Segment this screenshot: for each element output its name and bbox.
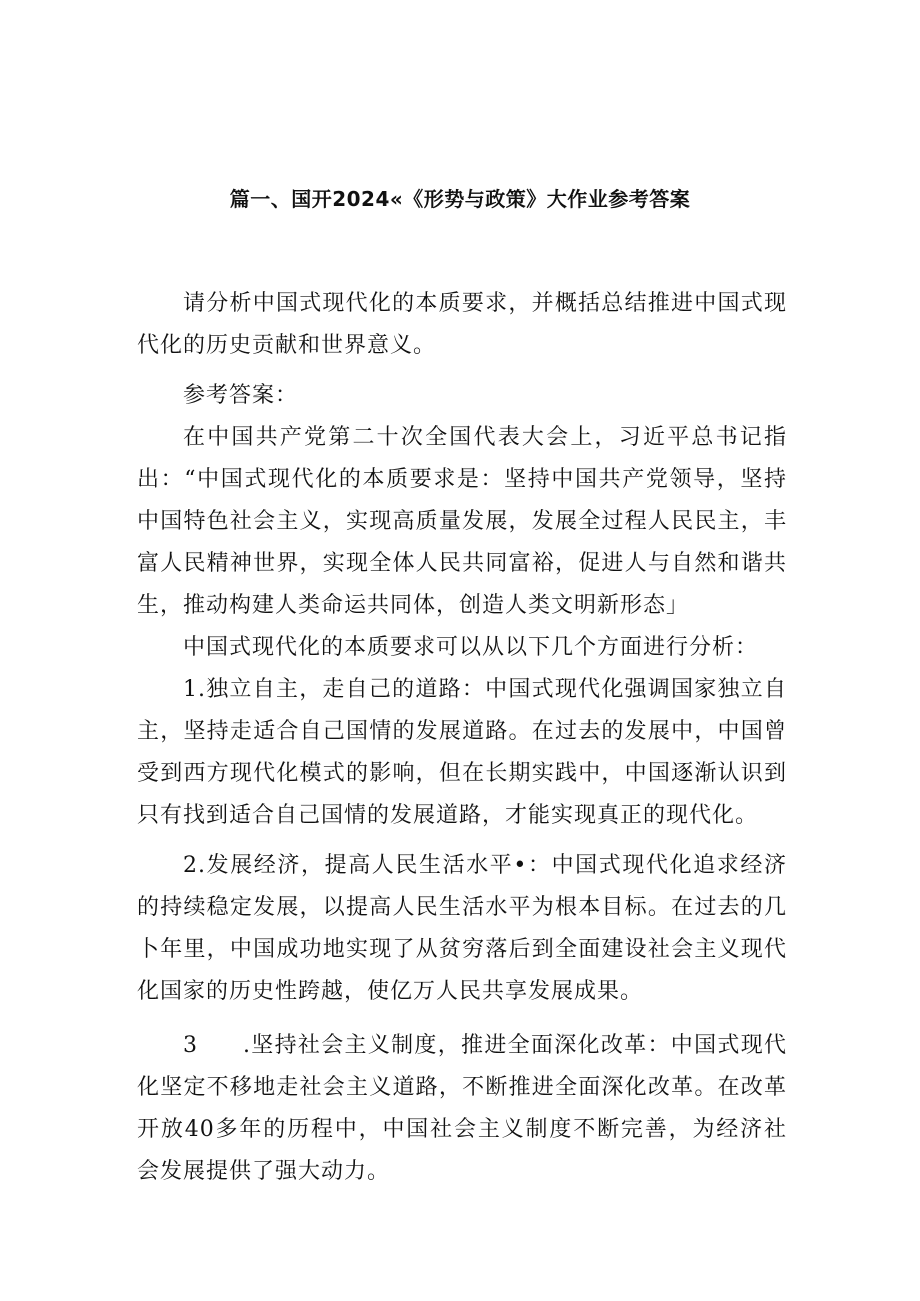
question-paragraph: 请分析中国式现代化的本质要求，并概括总结推进中国式现代化的历史贡献和世界意义。 [137,291,787,358]
analysis-intro-paragraph: 中国式现代化的本质要求可以从以下几个方面进行分析： [183,635,759,660]
intro-paragraph: 在中国共产党第二十次全国代表大会上，习近平总书记指出：“中国式现代化的本质要求是：坚持中国共产党领导，坚持中国特色社会主义，实现高质量发展，发展全过程人民民主，丰富人民精神世界，实现全体人民共同富裕，促进人与自然和谐共生，推动构建人类命运共同体，创造人类文明新形态」 [137,425,787,618]
point-2-text: .发展经济，提高人民生活水平•：中国式现代化追求经济的持续稳定发展，以提高人民生活水平为根本目标。在过去的几卜年里，中国成功地实现了从贫穷落后到全面建设社会主义现代化国家的历史性跨越，使亿万人民共享发展成果。 [137,853,787,1004]
answer-label: 参考答案： [183,383,299,408]
point-2-number: 2 [183,853,198,878]
point-1-number: 1 [183,677,198,702]
point-3-text: .坚持社会主义制度，推进全面深化改革：中国式现代化坚定不移地走社会主义道路，不断推进全面深化改革。在改革开放40多年的历程中，中国社会主义制度不断完善，为经济社会发展提供了强大动力。 [137,1033,787,1184]
point-1-paragraph [137,669,787,837]
point-3-number: 3 [183,1033,198,1058]
point-3-paragraph [137,1025,787,1193]
point-1-text: .独立自主，走自己的道路：中国式现代化强调国家独立自主，坚持走适合自己国情的发展道路。在过去的发展中，中国曾受到西方现代化模式的影响，但在长期实践中，中国逐渐认识到只有找到适合自己国情的发展道路，才能实现真正的现代化。 [137,677,787,828]
document-title: 篇一、国开2024«《形势与政策》大作业参考答案 [229,187,691,211]
document-body [137,283,787,1193]
point-2-paragraph [137,845,787,1013]
